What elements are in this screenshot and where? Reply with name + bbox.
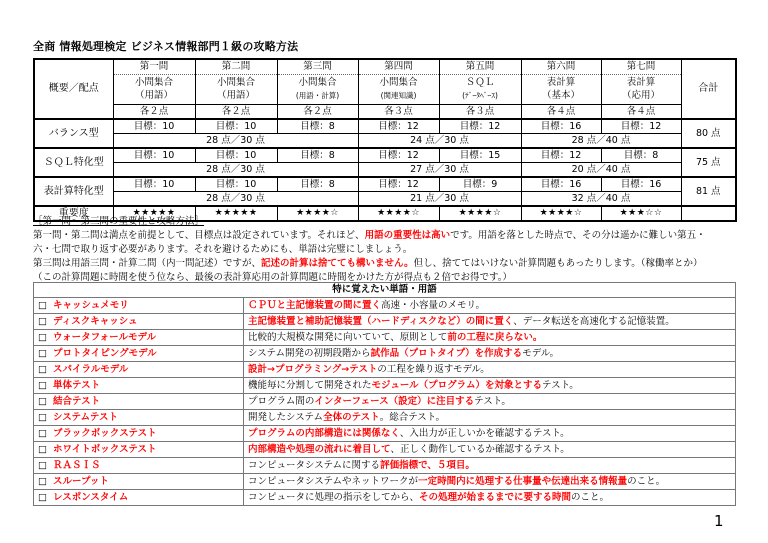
- strategy-name: バランス型: [34, 119, 113, 148]
- term-row: [34, 346, 736, 362]
- term-cell: [34, 346, 244, 362]
- term-description: [244, 378, 736, 394]
- subtotal-q6-7: 28 点／40 点: [521, 133, 681, 148]
- term-name: スパイラルモデル: [52, 363, 129, 375]
- description-text: 、入出力が正しいかを確認するテスト。: [399, 427, 570, 439]
- paragraph: 六・七問で取り返す必要があります。それを避けるためにも、単語は完璧にしましょう。: [33, 244, 413, 255]
- term-row: [34, 426, 736, 442]
- highlight-text: 一定時間内に処理する仕事量や伝達出来る情報量: [418, 475, 628, 487]
- question-type: 表計算 （基本）: [521, 74, 601, 104]
- term-cell: [34, 330, 244, 346]
- paragraph: （この計算問題に時間を使う位なら、最後の表計算応用の計算問題に時間をかけた方が得点も２倍でお得です。）: [33, 272, 512, 283]
- highlight-text: インターフェース（設定）に注目する: [314, 395, 475, 407]
- terms-table: [33, 282, 736, 506]
- term-description: [244, 362, 736, 378]
- checkbox-icon[interactable]: □: [38, 363, 47, 375]
- checkbox-icon[interactable]: □: [38, 491, 47, 503]
- term-description: [244, 474, 736, 490]
- question-type: ＳＱＬ (ﾃﾞｰﾀﾍﾞｰｽ): [439, 74, 521, 104]
- checkbox-icon[interactable]: □: [38, 459, 47, 471]
- importance-stars: ★★★★☆: [358, 206, 439, 221]
- question-name: 第三問: [277, 59, 358, 74]
- target-cell: 目標：16: [521, 119, 601, 134]
- term-name: キャッシュメモリ: [52, 299, 129, 311]
- question-type: 小問集合 (用語・計算): [277, 74, 358, 104]
- term-name: プロトタイピングモデル: [52, 347, 157, 359]
- terms-header: 特に覚えたい単語・用語: [34, 283, 736, 298]
- highlight-text: 設計→プログラミング→テスト: [248, 363, 378, 375]
- question-type: 小問集合 （用語）: [195, 74, 277, 104]
- term-description: [244, 298, 736, 314]
- checkbox-icon[interactable]: □: [38, 411, 47, 423]
- description-text: モデル。: [522, 347, 559, 359]
- term-cell: [34, 458, 244, 474]
- importance-stars: ★★★★★: [113, 206, 195, 221]
- highlight-text: 前の工程に戻らない。: [447, 331, 543, 343]
- term-cell: [34, 298, 244, 314]
- term-cell: [34, 426, 244, 442]
- target-cell: 目標：10: [113, 148, 195, 163]
- target-cell: 目標：16: [601, 177, 681, 192]
- term-name: 結合テスト: [52, 395, 101, 407]
- checkbox-icon[interactable]: □: [38, 427, 47, 439]
- description-text: テスト。: [542, 379, 579, 391]
- highlight-text: その処理が始まるまでに要する時間: [419, 491, 572, 503]
- question-points: 各４点: [601, 104, 681, 119]
- subtotal-q4-5: 21 点／30 点: [358, 191, 521, 206]
- page-number: 1: [714, 512, 724, 530]
- description-text: 、正しく動作しているか確認するテスト。: [390, 443, 570, 455]
- strategy-total: 75 点: [681, 148, 736, 177]
- total-label: 合計: [681, 59, 736, 119]
- target-cell: 目標：8: [277, 177, 358, 192]
- score-table: [33, 58, 737, 222]
- subtotal-q6-7: 32 点／40 点: [521, 191, 681, 206]
- target-cell: 目標：8: [277, 119, 358, 134]
- term-description: [244, 410, 736, 426]
- term-row: [34, 410, 736, 426]
- importance-stars: ★★★★☆: [439, 206, 521, 221]
- question-name: 第五問: [439, 59, 521, 74]
- description-text: コンピュータに処理の指示をしてから、: [248, 491, 420, 503]
- description-text: 高速・小容量のメモリ。: [381, 299, 486, 311]
- description-text: コンピュータシステムに関する: [248, 459, 381, 471]
- subtotal-q6-7: 20 点／40 点: [521, 162, 681, 177]
- page-title: 全商 情報処理検定 ビジネス情報部門１級の攻略方法: [33, 40, 299, 53]
- term-cell: [34, 474, 244, 490]
- subtotal-q1-3: 28 点／30 点: [113, 133, 358, 148]
- importance-stars: ★★★★☆: [277, 206, 358, 221]
- term-name: システムテスト: [52, 411, 118, 423]
- strategy-total: 80 点: [681, 119, 736, 148]
- term-name: レスポンスタイム: [52, 491, 129, 503]
- description-text: テスト。: [474, 395, 511, 407]
- question-name: 第二問: [195, 59, 277, 74]
- description-text: の工程を繰り返すモデル。: [377, 363, 490, 375]
- description-text: 比較的大規模な開発に向いていて、原則として: [248, 331, 448, 343]
- term-description: [244, 346, 736, 362]
- subtotal-q1-3: 28 点／30 点: [113, 162, 358, 177]
- target-cell: 目標：12: [521, 148, 601, 163]
- highlight-text: 主記憶装置と補助記憶装置（ハードディスクなど）の間に置く: [248, 315, 514, 327]
- target-cell: 目標：10: [113, 177, 195, 192]
- question-name: 第六問: [521, 59, 601, 74]
- term-name: ブラックボックステスト: [52, 427, 157, 439]
- term-cell: [34, 394, 244, 410]
- highlight-text: 試作品（プロトタイプ）を作成する: [370, 347, 523, 359]
- highlight-text: 内部構造や処理の流れに着目して: [248, 443, 391, 455]
- subtotal-q4-5: 27 点／30 点: [358, 162, 521, 177]
- question-points: 各４点: [521, 104, 601, 119]
- term-name: ホワイトボックステスト: [52, 443, 157, 455]
- strategy-total: 81 点: [681, 177, 736, 206]
- description-text: プログラム間の: [248, 395, 315, 407]
- target-cell: 目標：10: [113, 119, 195, 134]
- question-type: 表計算 （応用）: [601, 74, 681, 104]
- description-text: のこと。: [571, 491, 610, 503]
- question-name: 第一問: [113, 59, 195, 74]
- description-text: 機能毎に分割して開発された: [248, 379, 372, 391]
- term-cell: [34, 490, 244, 506]
- term-row: [34, 362, 736, 378]
- checkbox-icon[interactable]: □: [38, 443, 47, 455]
- term-cell: [34, 410, 244, 426]
- checkbox-icon[interactable]: □: [38, 347, 47, 359]
- description-text: 。総合テスト。: [379, 411, 445, 423]
- highlight-text: 評価指標で、５項目。: [380, 459, 475, 471]
- importance-stars: ★★★☆☆: [601, 206, 681, 221]
- term-row: [34, 458, 736, 474]
- question-points: 各３点: [358, 104, 439, 119]
- subtotal-q4-5: 24 点／30 点: [358, 133, 521, 148]
- term-description: [244, 394, 736, 410]
- checkbox-icon[interactable]: □: [38, 315, 47, 327]
- target-cell: 目標：10: [195, 119, 277, 134]
- term-name: ＲＡＳＩＳ: [52, 459, 101, 471]
- term-description: [244, 426, 736, 442]
- strategy-name: ＳＱＬ特化型: [34, 148, 113, 177]
- term-row: [34, 378, 736, 394]
- importance-stars: ★★★★☆: [521, 206, 601, 221]
- target-cell: 目標：9: [439, 177, 521, 192]
- term-row: [34, 490, 736, 506]
- term-name: 単体テスト: [52, 379, 101, 391]
- target-cell: 目標：12: [358, 148, 439, 163]
- term-cell: [34, 378, 244, 394]
- checkbox-icon[interactable]: □: [38, 395, 47, 407]
- description-text: コンピュータシステムやネットワークが: [248, 475, 419, 487]
- strategy-section: [33, 215, 753, 285]
- section-heading: ［第一問～第三問の重要性と攻略方法］: [33, 216, 205, 227]
- question-name: 第七問: [601, 59, 681, 74]
- term-name: ウォータフォールモデル: [52, 331, 156, 343]
- term-row: [34, 330, 736, 346]
- checkbox-icon[interactable]: □: [38, 475, 47, 487]
- highlight-text: モジュール（プログラム）を対象とする: [371, 379, 543, 391]
- target-cell: 目標：12: [358, 177, 439, 192]
- checkbox-icon[interactable]: □: [38, 299, 47, 311]
- term-name: ディスクキャッシュ: [52, 315, 138, 327]
- highlight-text: ＣＰＵと主記憶装置の間に置く: [248, 299, 382, 311]
- target-cell: 目標：8: [277, 148, 358, 163]
- paragraph: 第三問は用語三問・計算二問（内一問記述）ですが、記述の計算は捨てても構いません。但し、捨ててはいけない計算問題もあったりします。（稼働率とか）: [33, 258, 703, 269]
- strategy-name: 表計算特化型: [34, 177, 113, 206]
- checkbox-icon[interactable]: □: [38, 379, 47, 391]
- target-cell: 目標：10: [195, 148, 277, 163]
- question-points: 各２点: [195, 104, 277, 119]
- term-description: [244, 442, 736, 458]
- importance-stars: ★★★★★: [195, 206, 277, 221]
- checkbox-icon[interactable]: □: [38, 331, 47, 343]
- term-row: [34, 442, 736, 458]
- term-description: [244, 458, 736, 474]
- question-points: 各３点: [439, 104, 521, 119]
- term-row: [34, 298, 736, 314]
- question-type: 小問集合 (関連知識): [358, 74, 439, 104]
- corner-label: 概要／配点: [34, 59, 113, 119]
- paragraph: 第一問・第二問は満点を前提として、目標点は設定されています。それほど、用語の重要性は高いです。用語を落とした時点で、その分は遥かに難しい第五・: [33, 230, 706, 241]
- term-cell: [34, 314, 244, 330]
- target-cell: 目標：16: [521, 177, 601, 192]
- target-cell: 目標：8: [601, 148, 681, 163]
- highlight-text: プログラムの内部構造には関係なく: [248, 427, 400, 439]
- description-text: 、データ転送を高速化する記憶装置。: [513, 315, 675, 327]
- question-points: 各２点: [113, 104, 195, 119]
- highlight-text: 全体のテスト: [323, 411, 380, 423]
- term-cell: [34, 362, 244, 378]
- term-row: [34, 474, 736, 490]
- importance-label: 重要度: [34, 206, 113, 221]
- description-text: のこと。: [627, 475, 666, 487]
- target-cell: 目標：12: [601, 119, 681, 134]
- term-description: [244, 330, 736, 346]
- subtotal-q1-3: 28 点／30 点: [113, 191, 358, 206]
- term-row: [34, 394, 736, 410]
- target-cell: 目標：12: [439, 119, 521, 134]
- term-name: スループット: [52, 475, 109, 487]
- target-cell: 目標：10: [195, 177, 277, 192]
- description-text: システム開発の初期段階から: [248, 347, 371, 359]
- description-text: 開発したシステム: [248, 411, 324, 423]
- term-row: [34, 314, 736, 330]
- question-type: 小問集合 （用語）: [113, 74, 195, 104]
- question-points: 各２点: [277, 104, 358, 119]
- term-description: [244, 314, 736, 330]
- target-cell: 目標：15: [439, 148, 521, 163]
- question-name: 第四問: [358, 59, 439, 74]
- term-cell: [34, 442, 244, 458]
- term-description: [244, 490, 736, 506]
- target-cell: 目標：12: [358, 119, 439, 134]
